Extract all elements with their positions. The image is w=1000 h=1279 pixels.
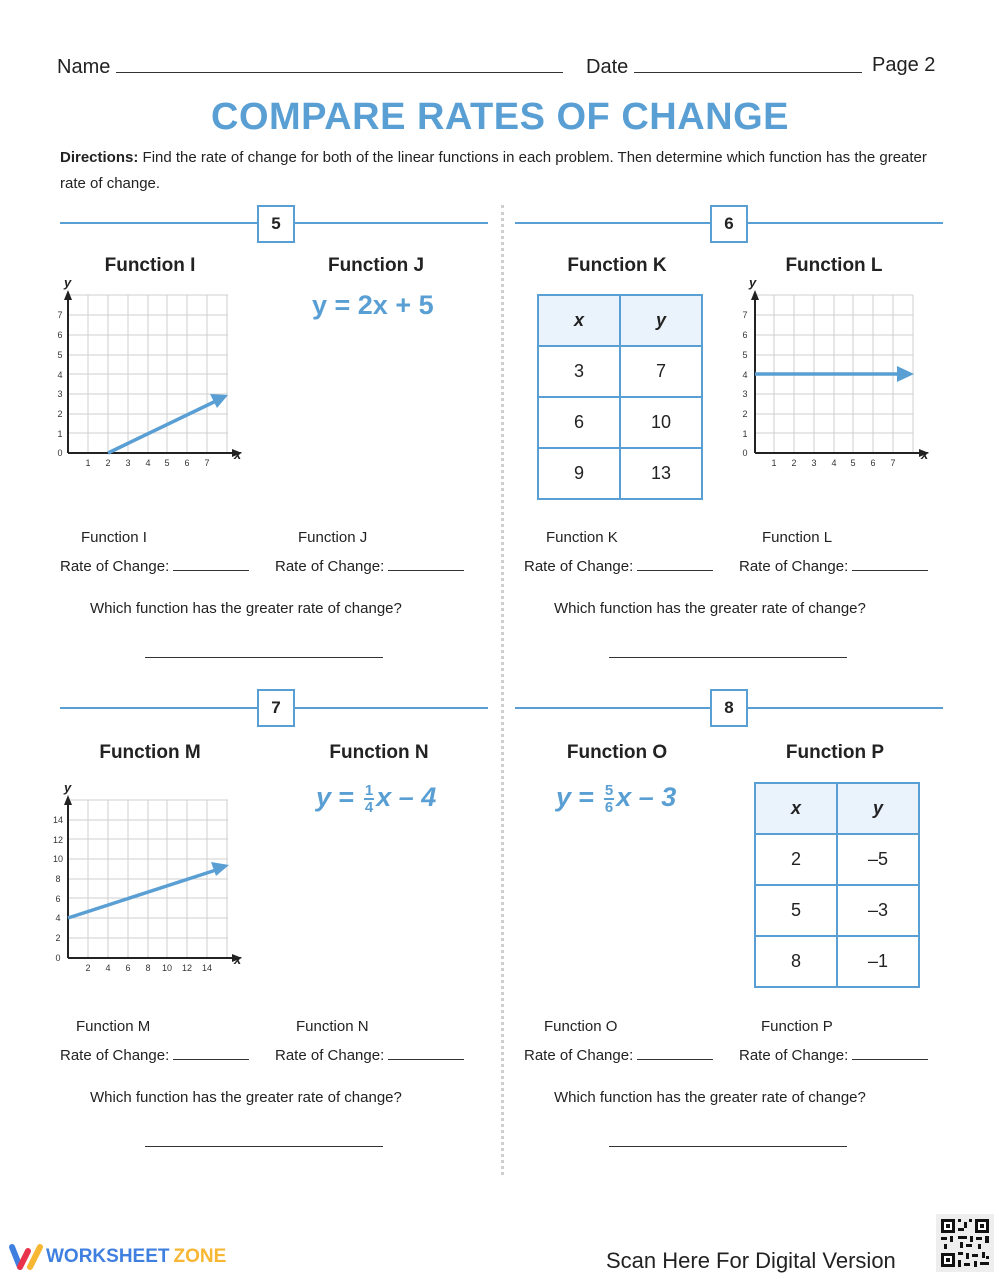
svg-text:6: 6 (55, 894, 61, 904)
rate-blank-p[interactable] (852, 1045, 928, 1060)
svg-text:x: x (234, 447, 242, 462)
problem-number-7: 7 (257, 689, 295, 727)
svg-text:y: y (64, 780, 72, 795)
rate-label: Rate of Change: (524, 558, 634, 575)
eq-rest: x – 3 (616, 782, 677, 812)
rate-label: Rate of Change: (275, 558, 385, 575)
svg-text:6: 6 (125, 963, 131, 973)
svg-text:y: y (64, 275, 72, 290)
directions (60, 145, 950, 197)
svg-text:2: 2 (791, 458, 797, 468)
svg-text:1: 1 (57, 429, 63, 439)
cell: –1 (837, 936, 919, 987)
table-row (755, 885, 919, 936)
problem-number-8: 8 (710, 689, 748, 727)
brand-zone: ZONE (173, 1246, 227, 1268)
svg-text:14: 14 (52, 815, 64, 825)
svg-text:6: 6 (870, 458, 876, 468)
svg-text:y: y (749, 275, 757, 290)
svg-text:4: 4 (831, 458, 837, 468)
name-label: Name (57, 56, 111, 78)
function-n-title: Function N (329, 742, 429, 763)
rate-blank-o[interactable] (637, 1045, 713, 1060)
svg-text:5: 5 (850, 458, 856, 468)
rate-blank-k[interactable] (637, 556, 713, 571)
date-label: Date (586, 56, 629, 78)
problem-number-6: 6 (710, 205, 748, 243)
function-o-title: Function O (566, 742, 668, 763)
table-row (538, 346, 702, 397)
svg-text:2: 2 (55, 933, 61, 943)
function-j-title: Function J (327, 255, 425, 276)
function-k-table (537, 294, 703, 500)
function-l-title: Function L (785, 255, 883, 276)
problem-number-5: 5 (257, 205, 295, 243)
svg-text:7: 7 (742, 310, 748, 320)
denominator: 4 (364, 798, 374, 816)
cell: –5 (837, 834, 919, 885)
rate-of-change-p[interactable] (739, 1045, 928, 1064)
question-7: Which function has the greater rate of change? (90, 1089, 402, 1106)
rate-blank-n[interactable] (388, 1045, 464, 1060)
svg-text:x: x (234, 952, 242, 967)
rate-blank-m[interactable] (173, 1045, 249, 1060)
graph-function-i (50, 270, 250, 470)
function-j-label: Function J (298, 529, 368, 546)
scan-text: Scan Here For Digital Version (606, 1248, 896, 1273)
table-row (538, 397, 702, 448)
rate-label: Rate of Change: (739, 558, 849, 575)
col-header-x: x (755, 783, 837, 834)
col-header-x: x (538, 295, 620, 346)
function-o-label: Function O (544, 1018, 618, 1035)
cell: 9 (538, 448, 620, 499)
svg-text:8: 8 (145, 963, 151, 973)
cell: 10 (620, 397, 702, 448)
col-header-y: y (620, 295, 702, 346)
rate-of-change-k[interactable] (524, 556, 713, 575)
numerator: 5 (604, 781, 614, 799)
qr-code-icon[interactable] (936, 1214, 994, 1272)
cell: –3 (837, 885, 919, 936)
svg-text:6: 6 (184, 458, 190, 468)
svg-text:4: 4 (105, 963, 111, 973)
graph-function-l (735, 270, 940, 470)
svg-text:3: 3 (811, 458, 817, 468)
svg-text:4: 4 (145, 458, 151, 468)
svg-text:12: 12 (181, 963, 193, 973)
rate-of-change-j[interactable] (275, 556, 464, 575)
rate-of-change-m[interactable] (60, 1045, 249, 1064)
svg-text:x: x (921, 447, 929, 462)
brand-worksheet: WORKSHEET (46, 1246, 170, 1268)
rate-label: Rate of Change: (60, 1047, 170, 1064)
table-row (755, 936, 919, 987)
function-n-label: Function N (296, 1018, 369, 1035)
svg-text:6: 6 (57, 330, 63, 340)
svg-text:2: 2 (85, 963, 91, 973)
svg-text:3: 3 (57, 389, 63, 399)
cell: 5 (755, 885, 837, 936)
svg-text:3: 3 (742, 389, 748, 399)
svg-text:2: 2 (105, 458, 111, 468)
svg-text:2: 2 (57, 409, 63, 419)
worksheetzone-logo[interactable] (8, 1243, 226, 1271)
svg-text:4: 4 (57, 370, 63, 380)
rate-blank-l[interactable] (852, 556, 928, 571)
name-field[interactable] (57, 54, 563, 79)
svg-text:5: 5 (57, 350, 63, 360)
function-j-equation: y = 2x + 5 (312, 290, 434, 320)
function-p-title: Function P (785, 742, 885, 763)
svg-text:5: 5 (742, 350, 748, 360)
page-title: COMPARE RATES OF CHANGE (211, 96, 789, 138)
rate-of-change-l[interactable] (739, 556, 928, 575)
answer-blank-5[interactable] (145, 657, 383, 658)
svg-text:1: 1 (771, 458, 777, 468)
svg-text:0: 0 (742, 448, 748, 458)
rate-of-change-o[interactable] (524, 1045, 713, 1064)
table-row (755, 834, 919, 885)
svg-text:2: 2 (742, 409, 748, 419)
rate-label: Rate of Change: (60, 558, 170, 575)
function-o-equation (556, 782, 676, 815)
function-p-table (754, 782, 920, 988)
fraction (364, 783, 374, 815)
table-row (538, 448, 702, 499)
eq-lhs: y (556, 782, 572, 812)
function-p-label: Function P (761, 1018, 833, 1035)
question-6: Which function has the greater rate of change? (554, 600, 866, 617)
eq-rest: x – 4 (376, 782, 437, 812)
function-n-equation (316, 782, 436, 815)
eq-sign: = (338, 782, 355, 812)
function-i-label: Function I (81, 529, 147, 546)
cell: 13 (620, 448, 702, 499)
function-m-label: Function M (76, 1018, 151, 1035)
function-k-title: Function K (567, 255, 667, 276)
rate-of-change-i[interactable] (60, 556, 249, 575)
worksheetzone-w-icon (8, 1243, 46, 1271)
eq-sign: = (578, 782, 595, 812)
cell: 6 (538, 397, 620, 448)
numerator: 1 (364, 781, 374, 799)
directions-text: Find the rate of change for both of the linear functions in each problem. Then determine which function has the greater rate of change. (60, 149, 927, 192)
svg-text:5: 5 (164, 458, 170, 468)
svg-text:12: 12 (52, 835, 64, 845)
svg-text:7: 7 (57, 310, 63, 320)
answer-blank-6[interactable] (609, 657, 847, 658)
svg-text:4: 4 (742, 370, 748, 380)
svg-text:8: 8 (55, 874, 61, 884)
name-blank[interactable] (116, 54, 563, 73)
rate-blank-j[interactable] (388, 556, 464, 571)
svg-text:0: 0 (57, 448, 63, 458)
function-i-title: Function I (104, 255, 196, 276)
col-header-y: y (837, 783, 919, 834)
eq-lhs: y (316, 782, 332, 812)
svg-text:1: 1 (85, 458, 91, 468)
function-k-label: Function K (546, 529, 618, 546)
rate-of-change-n[interactable] (275, 1045, 464, 1064)
answer-blank-7[interactable] (145, 1146, 383, 1147)
denominator: 6 (604, 798, 614, 816)
svg-text:4: 4 (55, 913, 61, 923)
date-field[interactable] (586, 54, 862, 79)
rate-blank-i[interactable] (173, 556, 249, 571)
svg-text:10: 10 (52, 854, 64, 864)
question-8: Which function has the greater rate of change? (554, 1089, 866, 1106)
svg-text:0: 0 (55, 953, 61, 963)
fraction (604, 783, 614, 815)
date-blank[interactable] (634, 54, 862, 73)
graph-function-m (50, 775, 260, 975)
rate-label: Rate of Change: (524, 1047, 634, 1064)
question-5: Which function has the greater rate of change? (90, 600, 402, 617)
svg-text:10: 10 (161, 963, 173, 973)
page-number: Page 2 (872, 54, 936, 76)
answer-blank-8[interactable] (609, 1146, 847, 1147)
svg-text:1: 1 (742, 429, 748, 439)
svg-text:6: 6 (742, 330, 748, 340)
rate-label: Rate of Change: (739, 1047, 849, 1064)
svg-text:7: 7 (204, 458, 210, 468)
rate-label: Rate of Change: (275, 1047, 385, 1064)
function-m-title: Function M (99, 742, 201, 763)
cell: 8 (755, 936, 837, 987)
cell: 3 (538, 346, 620, 397)
svg-text:3: 3 (125, 458, 131, 468)
svg-text:14: 14 (201, 963, 213, 973)
directions-label: Directions: (60, 149, 139, 166)
svg-text:7: 7 (890, 458, 896, 468)
column-divider (501, 205, 504, 1175)
function-l-label: Function L (762, 529, 833, 546)
cell: 2 (755, 834, 837, 885)
cell: 7 (620, 346, 702, 397)
